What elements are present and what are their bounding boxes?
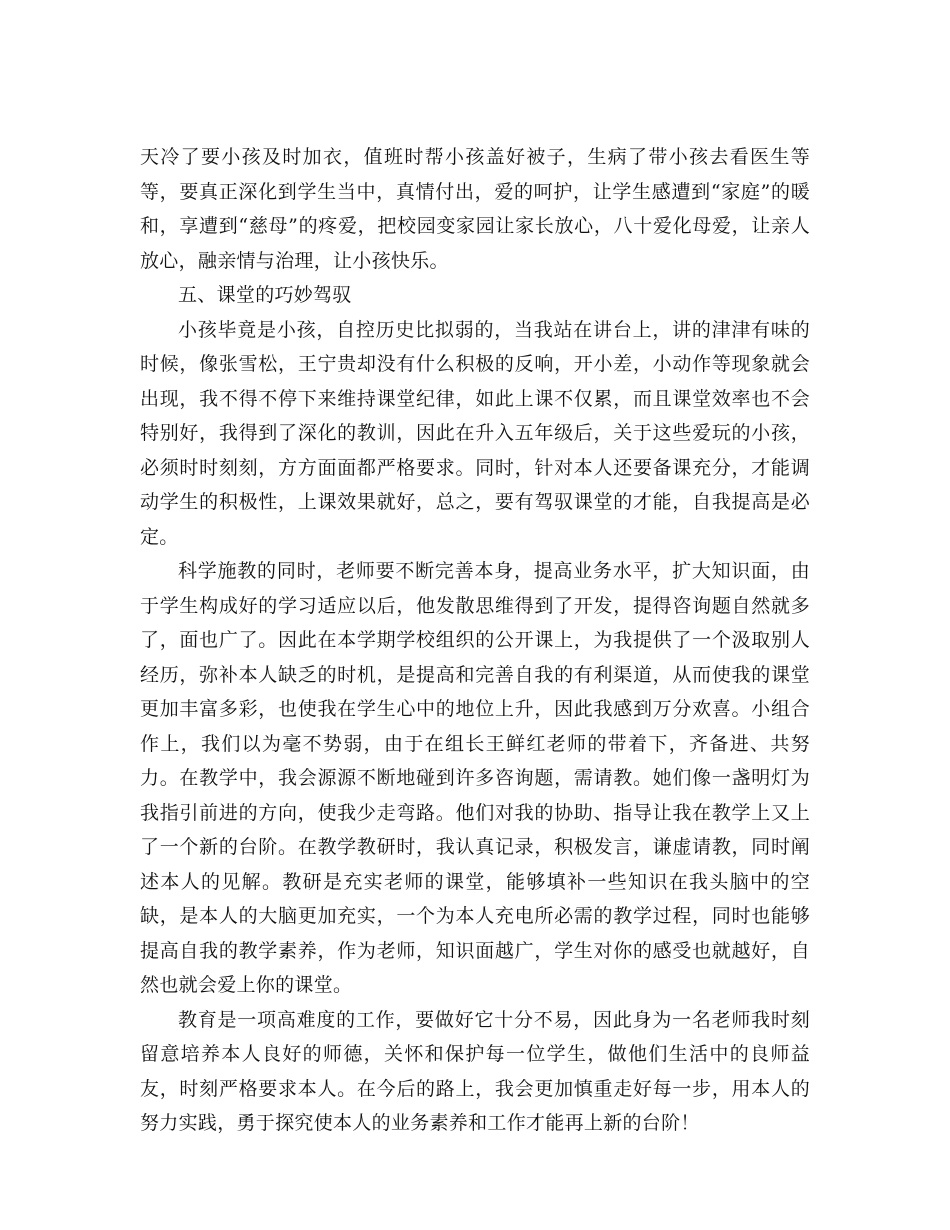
section-heading-classroom-control: 五、课堂的巧妙驾驭 bbox=[178, 284, 352, 306]
paragraph-classroom-discipline: 小孩毕竟是小孩，自控历史比拟弱的，当我站在讲台上，讲的津津有味的时候，像张雪松，王宁贵却没有什么积极的反响，开小差，小动作等现象就会出现，我不得不停下来维持课堂纪律，如此上课不仅累，而且课堂效率也不会特别好，我得到了深化的教训，因此在升入五年级后，关于这些爱玩的小孩，必须时时刻刻，方方面面都严格要求。同时，针对本人还要备课充分，才能调动学生的积极性，上课效果就好，总之，要有驾驭课堂的才能，自我提高是必定。 bbox=[140, 318, 810, 548]
paragraph-teacher-self-improvement: 科学施教的同时，老师要不断完善本身，提高业务水平，扩大知识面，由于学生构成好的学习适应以后，他发散思维得到了开发，提得咨询题自然就多了，面也广了。因此在本学期学校组织的公开课上，为我提供了一个汲取别人经历，弥补本人缺乏的时机，是提高和完善自我的有利渠道，从而使我的课堂更加丰富多彩，也使我在学生心中的地位上升，因此我感到万分欢喜。小组合作上，我们以为毫不势弱，由于在组长王鲜红老师的带着下，齐备进、共努力。在教学中，我会源源不断地碰到许多咨询题，需请教。她们像一盏明灯为我指引前进的方向，使我少走弯路。他们对我的协助、指导让我在教学上又上了一个新的台阶。在教学教研时，我认真记录，积极发言，谦虚请教，同时阐述本人的见解。教研是充实老师的课堂，能够填补一些知识在我头脑中的空缺，是本人的大脑更加充实，一个为本人充电所必需的教学过程，同时也能够提高自我的教学素养，作为老师，知识面越广，学生对你的感受也就越好，自然也就会爱上你的课堂。 bbox=[140, 560, 810, 996]
paragraph-care-for-children: 天冷了要小孩及时加衣，值班时帮小孩盖好被子，生病了带小孩去看医生等等，要真正深化到学生当中，真情付出，爱的呵护，让学生感遭到“家庭”的暖和，享遭到“慈母”的疼爱，把校园变家园让家长放心，八十爱化母爱，让亲人放心，融亲情与治理，让小孩快乐。 bbox=[140, 146, 810, 272]
paragraph-conclusion: 教育是一项高难度的工作，要做好它十分不易，因此身为一名老师我时刻留意培养本人良好的师德，关怀和保护每一位学生，做他们生活中的良师益友，时刻严格要求本人。在今后的路上，我会更加慎重走好每一步，用本人的努力实践，勇于探究使本人的业务素养和工作才能再上新的台阶！ bbox=[140, 1008, 810, 1134]
document-body bbox=[140, 140, 810, 1141]
